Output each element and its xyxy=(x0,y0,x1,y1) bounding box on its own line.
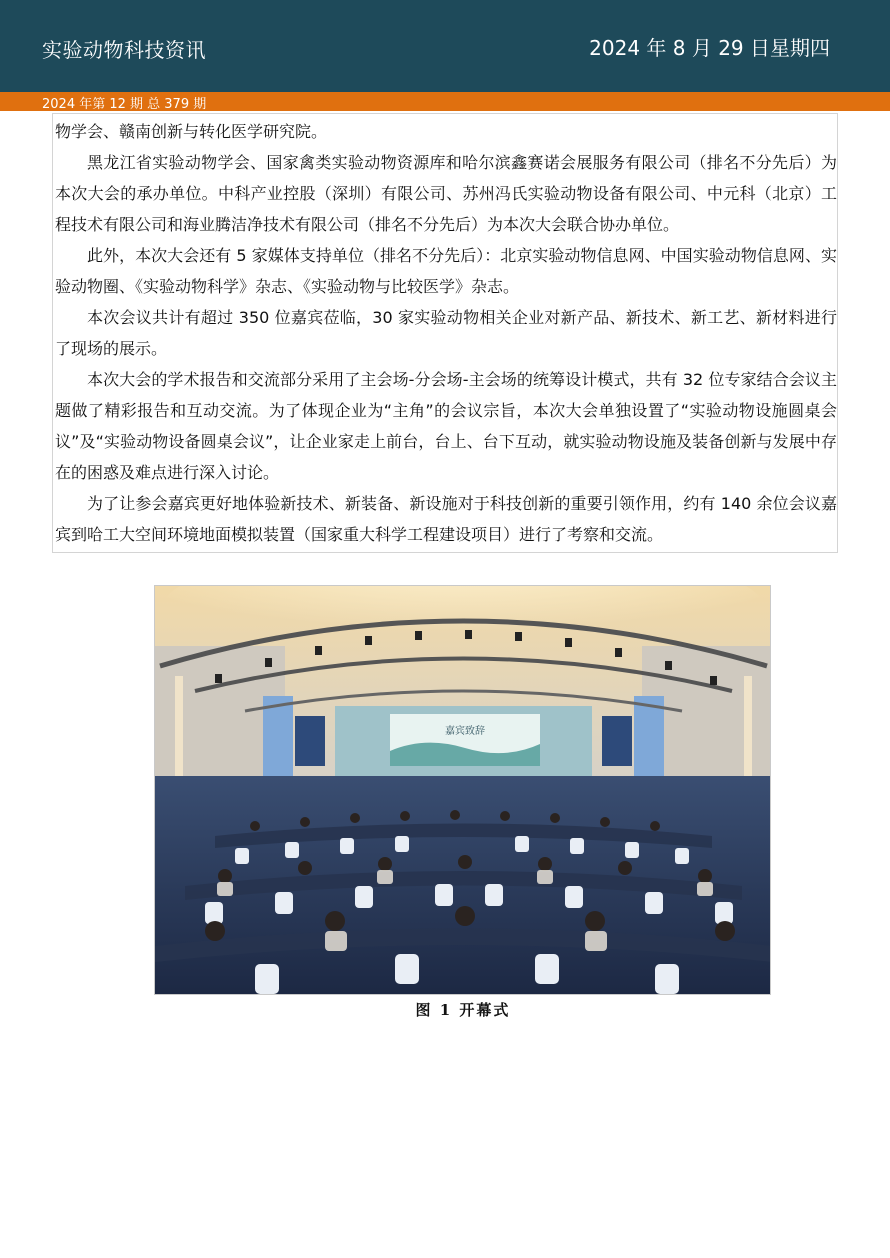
paragraph-6: 为了让参会嘉宾更好地体验新技术、新装备、新设施对于科技创新的重要引领作用，约有 140 余位会议嘉宾到哈工大空间环境地面模拟装置（国家重大科学工程建设项目）进行了考察和交流。 xyxy=(55,494,837,544)
paragraph-4: 本次会议共计有超过 350 位嘉宾莅临，30 家实验动物相关企业对新产品、新技术、新工艺、新材料进行了现场的展示。 xyxy=(55,308,837,358)
issue-bar xyxy=(0,92,890,111)
article-body xyxy=(52,113,838,553)
stage-screen-text: 嘉宾致辞 xyxy=(445,726,485,737)
publication-title: 实验动物科技资讯 xyxy=(42,38,206,62)
paragraph-1: 物学会、赣南创新与转化医学研究院。 xyxy=(55,122,328,141)
page-header xyxy=(0,0,890,92)
paragraph-3: 此外，本次大会还有 5 家媒体支持单位（排名不分先后）：北京实验动物信息网、中国实验动物信息网、实验动物圈、《实验动物科学》杂志、《实验动物与比较医学》杂志。 xyxy=(55,246,837,296)
opening-ceremony-photo xyxy=(154,585,771,995)
paragraph-2: 黑龙江省实验动物学会、国家禽类实验动物资源库和哈尔滨鑫赛诺会展服务有限公司（排名不分先后）为本次大会的承办单位。中科产业控股（深圳）有限公司、苏州冯氏实验动物设备有限公司、中元科（北京）工程技术有限公司和海业腾洁净技术有限公司（排名不分先后）为本次大会联合协办单位。 xyxy=(55,153,837,234)
figure-caption: 图 1 开幕式 xyxy=(415,1001,511,1019)
publication-date: 2024 年 8 月 29 日星期四 xyxy=(589,36,830,60)
paragraph-5: 本次大会的学术报告和交流部分采用了主会场-分会场-主会场的统筹设计模式，共有 32 位专家结合会议主题做了精彩报告和互动交流。为了体现企业为“主角”的会议宗旨，本次大会单独设置了“实验动物设施圆桌会议”及“实验动物设备圆桌会议”，让企业家走上前台，台上、台下互动，就实验动物设施及装备创新与发展中存在的困惑及难点进行深入讨论。 xyxy=(55,370,837,482)
issue-number: 2024 年第 12 期 总 379 期 xyxy=(42,97,207,112)
